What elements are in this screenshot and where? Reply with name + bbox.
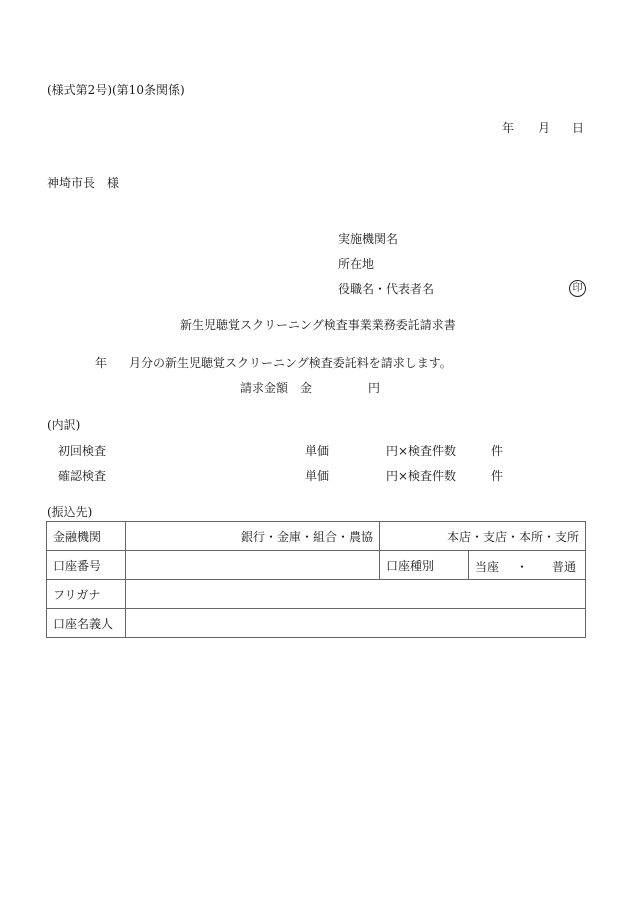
account-number-label: 口座番号 xyxy=(47,551,126,580)
institution-label: 実施機関名 xyxy=(338,232,399,246)
holder-field[interactable] xyxy=(126,609,586,638)
breakdown-per-label: 円×検査件数 xyxy=(386,444,457,458)
transfer-table xyxy=(46,521,586,638)
breakdown-count-unit: 件 xyxy=(491,469,504,483)
seal-mark: 印 xyxy=(569,280,586,297)
account-type-ordinary: 普通 xyxy=(552,560,577,574)
holder-label: 口座名義人 xyxy=(47,609,126,638)
request-year-label: 年 xyxy=(95,356,108,370)
request-statement: 月分の新生児聴覚スクリーニング検査委託料を請求します。 xyxy=(129,356,452,370)
branch-types: 本店・支店・本所・支所 xyxy=(380,522,586,551)
form-number: (様式第2号)(第10条関係) xyxy=(47,83,185,97)
breakdown-per-label: 円×検査件数 xyxy=(386,469,457,483)
breakdown-count-unit: 件 xyxy=(491,444,504,458)
date-day-label: 日 xyxy=(572,121,585,135)
addressee: 神埼市長 様 xyxy=(47,176,120,190)
breakdown-unit-label: 単価 xyxy=(305,444,330,458)
table-row xyxy=(47,609,586,638)
amount-label: 請求金額 金 xyxy=(240,381,313,395)
amount-unit: 円 xyxy=(368,381,381,395)
breakdown-heading: (内訳) xyxy=(47,418,81,432)
representative-label: 役職名・代表者名 xyxy=(338,282,435,296)
account-number-field[interactable] xyxy=(126,551,380,580)
date-year-label: 年 xyxy=(502,121,515,135)
transfer-heading: (振込先) xyxy=(47,505,93,519)
bank-types: 銀行・金庫・組合・農協 xyxy=(126,522,380,551)
furigana-label: フリガナ xyxy=(47,580,126,609)
table-row xyxy=(47,551,586,580)
account-type-label: 口座種別 xyxy=(380,551,469,580)
furigana-field[interactable] xyxy=(126,580,586,609)
document-title: 新生児聴覚スクリーニング検査事業業務委託請求書 xyxy=(180,318,456,332)
account-type-separator: ・ xyxy=(516,560,529,574)
breakdown-row-name: 確認検査 xyxy=(58,469,107,483)
table-row xyxy=(47,580,586,609)
table-row xyxy=(47,522,586,551)
account-type-options[interactable] xyxy=(469,551,586,580)
address-label: 所在地 xyxy=(338,257,375,271)
account-type-current: 当座 xyxy=(475,560,500,574)
date-month-label: 月 xyxy=(538,121,551,135)
breakdown-row-name: 初回検査 xyxy=(58,444,107,458)
breakdown-unit-label: 単価 xyxy=(305,469,330,483)
bank-label: 金融機関 xyxy=(47,522,126,551)
